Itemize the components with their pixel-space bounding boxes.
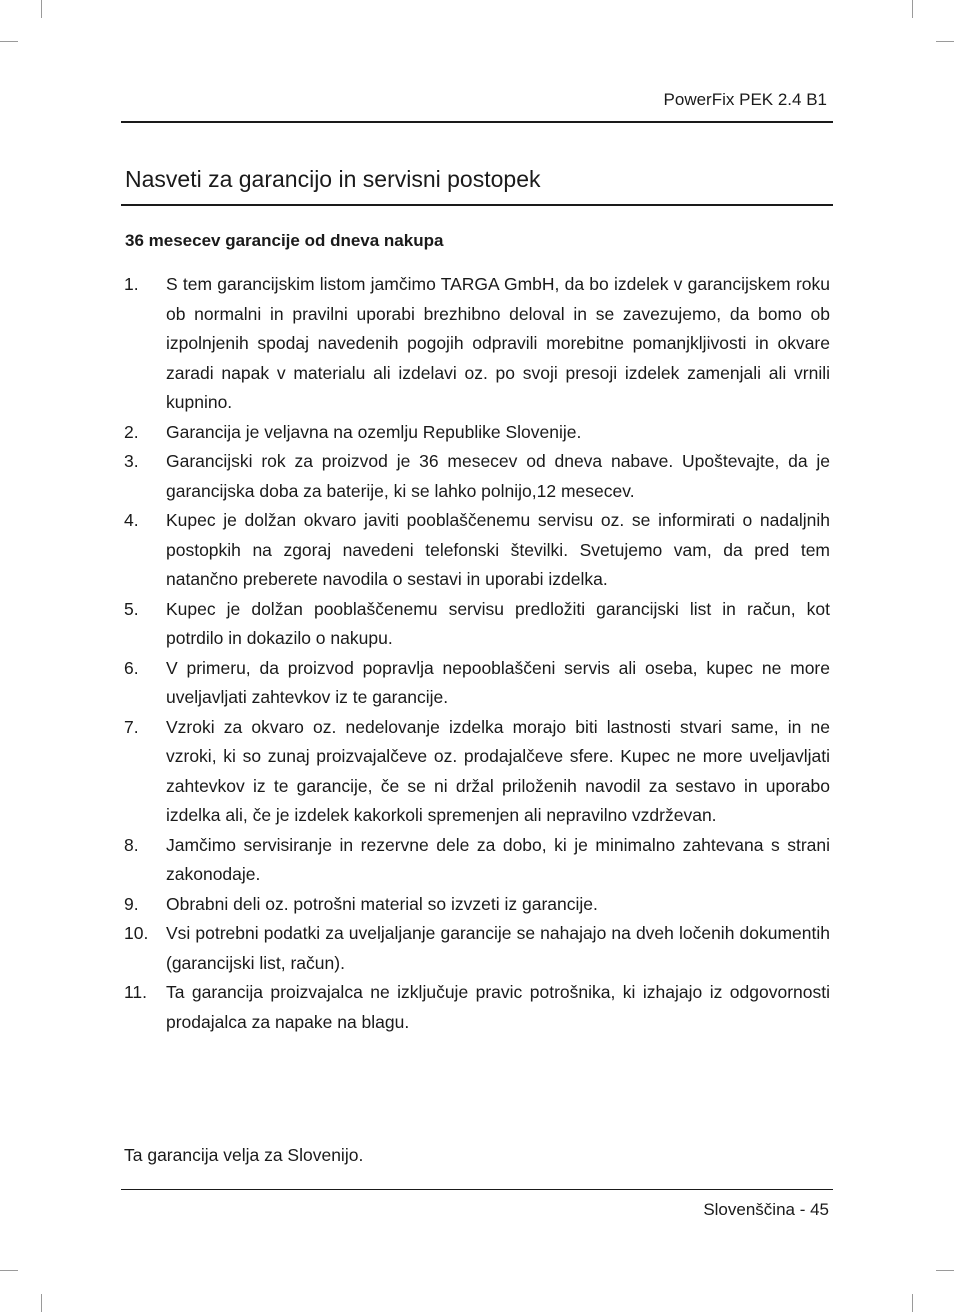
closing-statement: Ta garancija velja za Slovenijo.: [124, 1145, 364, 1165]
clause-number: 8.: [124, 834, 139, 855]
clause-text: Garancija je veljavna na ozemlju Republike Slovenije.: [166, 421, 582, 442]
clause-number: 3.: [124, 451, 139, 471]
clause-number: 2.: [124, 421, 139, 442]
warranty-clause: [124, 919, 830, 978]
clause-text: S tem garancijskim listom jamčimo TARGA GmbH, da bo izdelek v garancijskem roku ob normalni in pravilni uporabi brezhibno deloval in se zavezujemo, da bomo ob izpolnjenih spodaj navedenih pogojih odpravili morebitne pomanjkljivosti in okvare zaradi napak v materialu ali izdelavi oz. po svoji presoji izdelek zamenjali ali vrnili kupnino.: [166, 274, 830, 412]
crop-mark: [936, 41, 954, 42]
crop-mark: [0, 41, 18, 42]
warranty-clause-list: [124, 270, 830, 1037]
clause-number: 6.: [124, 657, 139, 678]
header-rule: [121, 121, 833, 123]
running-header: PowerFix PEK 2.4 B1: [663, 90, 827, 109]
warranty-subheading: 36 mesecev garancije od dneva nakupa: [125, 231, 444, 250]
warranty-clause: [124, 831, 830, 890]
crop-mark: [912, 1294, 913, 1312]
clause-text: Kupec je dolžan pooblaščenemu servisu predložiti garancijski list in račun, kot potrdilo in dokazilo o nakupu.: [166, 598, 830, 648]
clause-text: Vzroki za okvaro oz. nedelovanje izdelka morajo biti lastnosti stvari same, in ne vzroki, ki so zunaj proizvajalčeve oz. prodajalčeve sfere. Kupec ne more uveljavljati zahtevkov iz te garancije, če se ni držal priloženih navodil za sestavo in uporabo izdelka ali, če je izdelek kakorkoli spremenjen ali nepravilno vzdrževan.: [166, 716, 830, 825]
crop-mark: [936, 1270, 954, 1271]
clause-number: 10.: [124, 923, 149, 943]
clause-number: 4.: [124, 510, 139, 530]
warranty-clause: [124, 654, 830, 713]
clause-number: 9.: [124, 893, 139, 914]
clause-text: Garancijski rok za proizvod je 36 mesecev od dneva nabave. Upoštevajte, da je garancijska doba za baterije, ki se lahko polnijo,12 mesecev.: [166, 451, 830, 501]
clause-number: 5.: [124, 598, 139, 619]
warranty-clause: [124, 418, 830, 448]
clause-text: Kupec je dolžan okvaro javiti pooblaščenemu servisu oz. se informirati o nadaljnih postopkih na zgoraj navedeni telefonski številki. Svetujemo vam, da pred tem natančno preberete navodila o sestavi in uporabi izdelka.: [166, 510, 830, 589]
clause-text: Obrabni deli oz. potrošni material so izvzeti iz garancije.: [166, 893, 598, 914]
section-title: Nasveti za garancijo in servisni postopek: [125, 166, 541, 192]
page-footer: Slovenščina - 45: [703, 1200, 829, 1219]
clause-number: 11.: [124, 982, 148, 1002]
crop-mark: [912, 0, 913, 18]
crop-mark: [0, 1270, 18, 1271]
section-title-rule: [121, 204, 833, 206]
warranty-clause: [124, 978, 830, 1037]
warranty-clause: [124, 270, 830, 418]
warranty-clause: [124, 890, 830, 920]
warranty-clause: [124, 713, 830, 831]
clause-number: 7.: [124, 716, 139, 737]
crop-mark: [41, 0, 42, 18]
clause-text: Jamčimo servisiranje in rezervne dele za dobo, ki je minimalno zahtevana s strani zakonodaje.: [166, 834, 830, 884]
warranty-clause: [124, 506, 830, 595]
clause-text: Vsi potrebni podatki za uveljaljanje garancije se nahajajo na dveh ločenih dokumentih (garancijski list, račun).: [166, 923, 830, 973]
warranty-clause: [124, 595, 830, 654]
footer-rule: [121, 1189, 833, 1190]
clause-text: V primeru, da proizvod popravlja nepooblaščeni servis ali oseba, kupec ne more uveljavljati zahtevkov iz te garancije.: [166, 657, 830, 707]
crop-mark: [41, 1294, 42, 1312]
clause-text: Ta garancija proizvajalca ne izključuje pravic potrošnika, ki izhajajo iz odgovornosti prodajalca za napake na blagu.: [166, 982, 830, 1032]
clause-number: 1.: [124, 274, 139, 294]
warranty-clause: [124, 447, 830, 506]
